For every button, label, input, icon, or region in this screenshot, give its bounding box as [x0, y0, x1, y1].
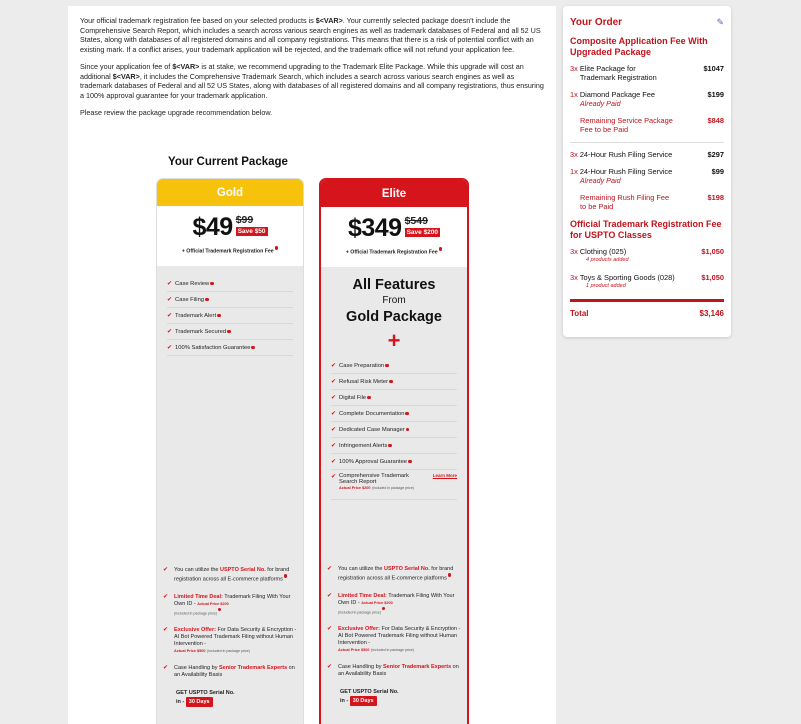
learn-more-link[interactable]: Learn More	[432, 473, 457, 478]
gold-price: $49	[192, 213, 233, 241]
elite-save-badge: Save $200	[406, 229, 439, 236]
check-icon: ✔	[327, 664, 333, 670]
order-remaining-line: Remaining Rush Filing Fee to be Paid $198	[580, 193, 724, 211]
info-icon[interactable]	[448, 573, 452, 577]
feature-item: ✔ Case Review	[167, 276, 293, 292]
check-icon: ✔	[331, 459, 337, 465]
days-badge: 30 Days	[186, 697, 213, 707]
gold-package-card[interactable]	[156, 178, 304, 724]
info-icon[interactable]	[367, 396, 371, 400]
info-icon[interactable]	[227, 330, 231, 334]
fee-var: $<VAR>	[315, 16, 343, 25]
edit-icon[interactable]: ✎	[716, 16, 724, 27]
check-icon: ✔	[167, 329, 173, 335]
check-icon: ✔	[331, 443, 337, 449]
elite-package-card[interactable]	[319, 178, 469, 724]
order-title: Your Order	[570, 16, 623, 28]
info-icon[interactable]	[405, 412, 409, 416]
check-icon: ✔	[327, 626, 333, 632]
order-section-title: Official Trademark Registration Fee for USPTO Classes	[570, 219, 722, 240]
elite-price: $349	[347, 214, 402, 242]
order-total: Total $3,146	[570, 309, 724, 318]
info-icon[interactable]	[218, 608, 222, 612]
senior-experts-item: ✔ Case Handling by Senior Trademark Experts on an Availability Basis	[163, 665, 295, 678]
feature-item: ✔ Infringement Alerts	[331, 438, 457, 454]
elite-feature-list	[321, 352, 467, 500]
check-icon: ✔	[331, 379, 337, 385]
fee-var: $<VAR>	[172, 62, 200, 71]
check-icon: ✔	[167, 313, 173, 319]
info-icon[interactable]	[406, 428, 410, 432]
order-summary-panel	[563, 6, 731, 337]
info-icon[interactable]	[382, 607, 386, 611]
plus-icon: +	[387, 328, 401, 353]
check-icon: ✔	[163, 593, 169, 600]
check-icon: ✔	[331, 411, 337, 417]
feature-item: ✔ Dedicated Case Manager	[331, 422, 457, 438]
info-icon[interactable]	[408, 460, 412, 464]
info-icon[interactable]	[284, 574, 288, 578]
search-report-item: ✔ Comprehensive Trademark Search Report Actual Price $200 (included in package price) Learn More	[331, 470, 457, 500]
serial-days: in - 30 Days	[327, 696, 463, 706]
serial-days: in - 30 Days	[163, 697, 299, 707]
check-icon: ✔	[327, 592, 333, 599]
info-icon[interactable]	[389, 380, 393, 384]
exclusive-offer-item: ✔ Exclusive Offer: For Data Security & Encryption - AI Bot Powered Trademark Filing without Human Intervention - Actual Price $500 (included in package price)	[163, 627, 297, 653]
info-icon[interactable]	[210, 282, 214, 286]
elite-bottom-list	[327, 566, 463, 706]
gold-fee-note: + Official Trademark Registration Fee	[157, 246, 303, 255]
check-icon: ✔	[167, 297, 173, 303]
gold-bottom-list	[163, 567, 299, 707]
upgrade-cost-var: $<VAR>	[112, 71, 140, 81]
gold-package-title: Gold	[157, 179, 303, 206]
serial-usage-item: ✔ You can utilize the USPTO Serial No. for brand registration across all E-commerce platforms	[163, 567, 290, 583]
elite-package-title: Elite	[321, 180, 467, 207]
check-icon: ✔	[163, 627, 169, 633]
days-badge: 30 Days	[350, 696, 377, 706]
check-icon: ✔	[331, 395, 337, 401]
gold-price-box	[157, 206, 303, 266]
order-line-item: 3x 24-Hour Rush Filing Service $297	[570, 150, 724, 159]
check-icon: ✔	[327, 566, 333, 572]
total-divider	[570, 299, 724, 302]
serial-title: GET USPTO Serial No.	[340, 689, 399, 695]
feature-item: ✔ 100% Satisfaction Guarantee	[167, 340, 293, 356]
current-package-heading: Your Current Package	[168, 156, 288, 168]
feature-item: ✔ Digital File	[331, 390, 457, 406]
feature-item: ✔ Trademark Secured	[167, 324, 293, 340]
limited-deal-item: ✔ Limited Time Deal: Trademark Filing With Your Own ID - Actual Price $200 (included in package price)	[163, 593, 291, 615]
feature-item: ✔ Complete Documentation	[331, 406, 457, 422]
info-icon[interactable]	[385, 364, 389, 368]
check-icon: ✔	[331, 427, 337, 433]
serial-usage-item: ✔ You can utilize the USPTO Serial No. for brand registration across all E-commerce platforms	[327, 566, 454, 582]
exclusive-offer-item: ✔ Exclusive Offer: For Data Security & Encryption - AI Bot Powered Trademark Filing without Human Intervention - Actual Price $500 (included in package price)	[327, 626, 461, 652]
gold-feature-list	[157, 266, 303, 356]
main-content	[68, 6, 556, 724]
senior-experts-item: ✔ Case Handling by Senior Trademark Experts on an Availability Basis	[327, 664, 459, 677]
all-features-block: All Features From Gold Package +	[321, 267, 467, 352]
feature-item: ✔ Case Preparation	[331, 358, 457, 374]
elite-price-box	[321, 207, 467, 267]
check-icon: ✔	[167, 345, 173, 351]
feature-item: ✔ Trademark Alert	[167, 308, 293, 324]
serial-title: GET USPTO Serial No.	[176, 690, 235, 696]
feature-item: ✔ Case Filing	[167, 292, 293, 308]
intro-paragraph-3: Please review the package upgrade recommendation below.	[80, 108, 273, 117]
check-icon: ✔	[331, 474, 337, 480]
limited-deal-item: ✔ Limited Time Deal: Trademark Filing With Your Own ID - Actual Price $200 (included in package price)	[327, 592, 455, 614]
info-icon[interactable]	[388, 444, 392, 448]
gold-save-badge: Save $50	[237, 228, 266, 235]
intro-paragraph-2: Since your application fee of $<VAR> is at stake, we recommend upgrading to the Trademark Elite Package. While this upgrade will cost an additional $<VAR>, it includes the Comprehensive Trademark Search, which includes a search across various search engines as well as trademark databases of Federal and all 52 US States, along with databases of all registered domains and all company registrations, thus ensuring a 100% approval guarantee for your trademark application.	[80, 62, 544, 100]
gold-old-price: $99	[235, 214, 254, 226]
order-line-item: 3x Elite Package for Trademark Registration $1047	[570, 64, 724, 82]
feature-item: ✔ Refusal Risk Meter	[331, 374, 457, 390]
info-icon[interactable]	[217, 314, 221, 318]
order-remaining-line: Remaining Service Package Fee to be Paid $848	[580, 116, 724, 134]
feature-item: ✔ 100% Approval Guarantee	[331, 454, 457, 470]
order-class-line: 3x Toys & Sporting Goods (028) 1 product added $1,050	[570, 273, 724, 289]
info-icon[interactable]	[439, 247, 443, 251]
intro-paragraph-1: Your official trademark registration fee based on your selected products is $<VAR>. Your currently selected package doesn't include the Comprehensive Search Report, which includes a search across various search engines as well as trademark databases of Federal and all 52 US States, along with databases of all registered domains and all company registrations. This means that there is a risk of potential conflict with an existing mark. If a conflict arises, your trademark application will be rejected, and the trademark office will not refund your application fee.	[80, 16, 541, 54]
check-icon: ✔	[163, 567, 169, 573]
check-icon: ✔	[163, 665, 169, 671]
elite-fee-note: + Official Trademark Registration Fee	[321, 247, 467, 256]
check-icon: ✔	[167, 281, 173, 287]
info-icon[interactable]	[275, 246, 279, 250]
check-icon: ✔	[331, 363, 337, 369]
order-section-title: Composite Application Fee With Upgraded Package	[570, 36, 708, 57]
order-class-line: 3x Clothing (025) 4 products added $1,050	[570, 247, 724, 263]
order-line-item: 1x Diamond Package Fee Already Paid $199	[570, 90, 724, 108]
info-icon[interactable]	[205, 298, 209, 302]
order-header	[570, 12, 724, 32]
info-icon[interactable]	[251, 346, 255, 350]
elite-old-price: $549	[404, 215, 428, 227]
order-line-item: 1x 24-Hour Rush Filing Service Already Paid $99	[570, 167, 724, 185]
divider	[570, 142, 724, 143]
